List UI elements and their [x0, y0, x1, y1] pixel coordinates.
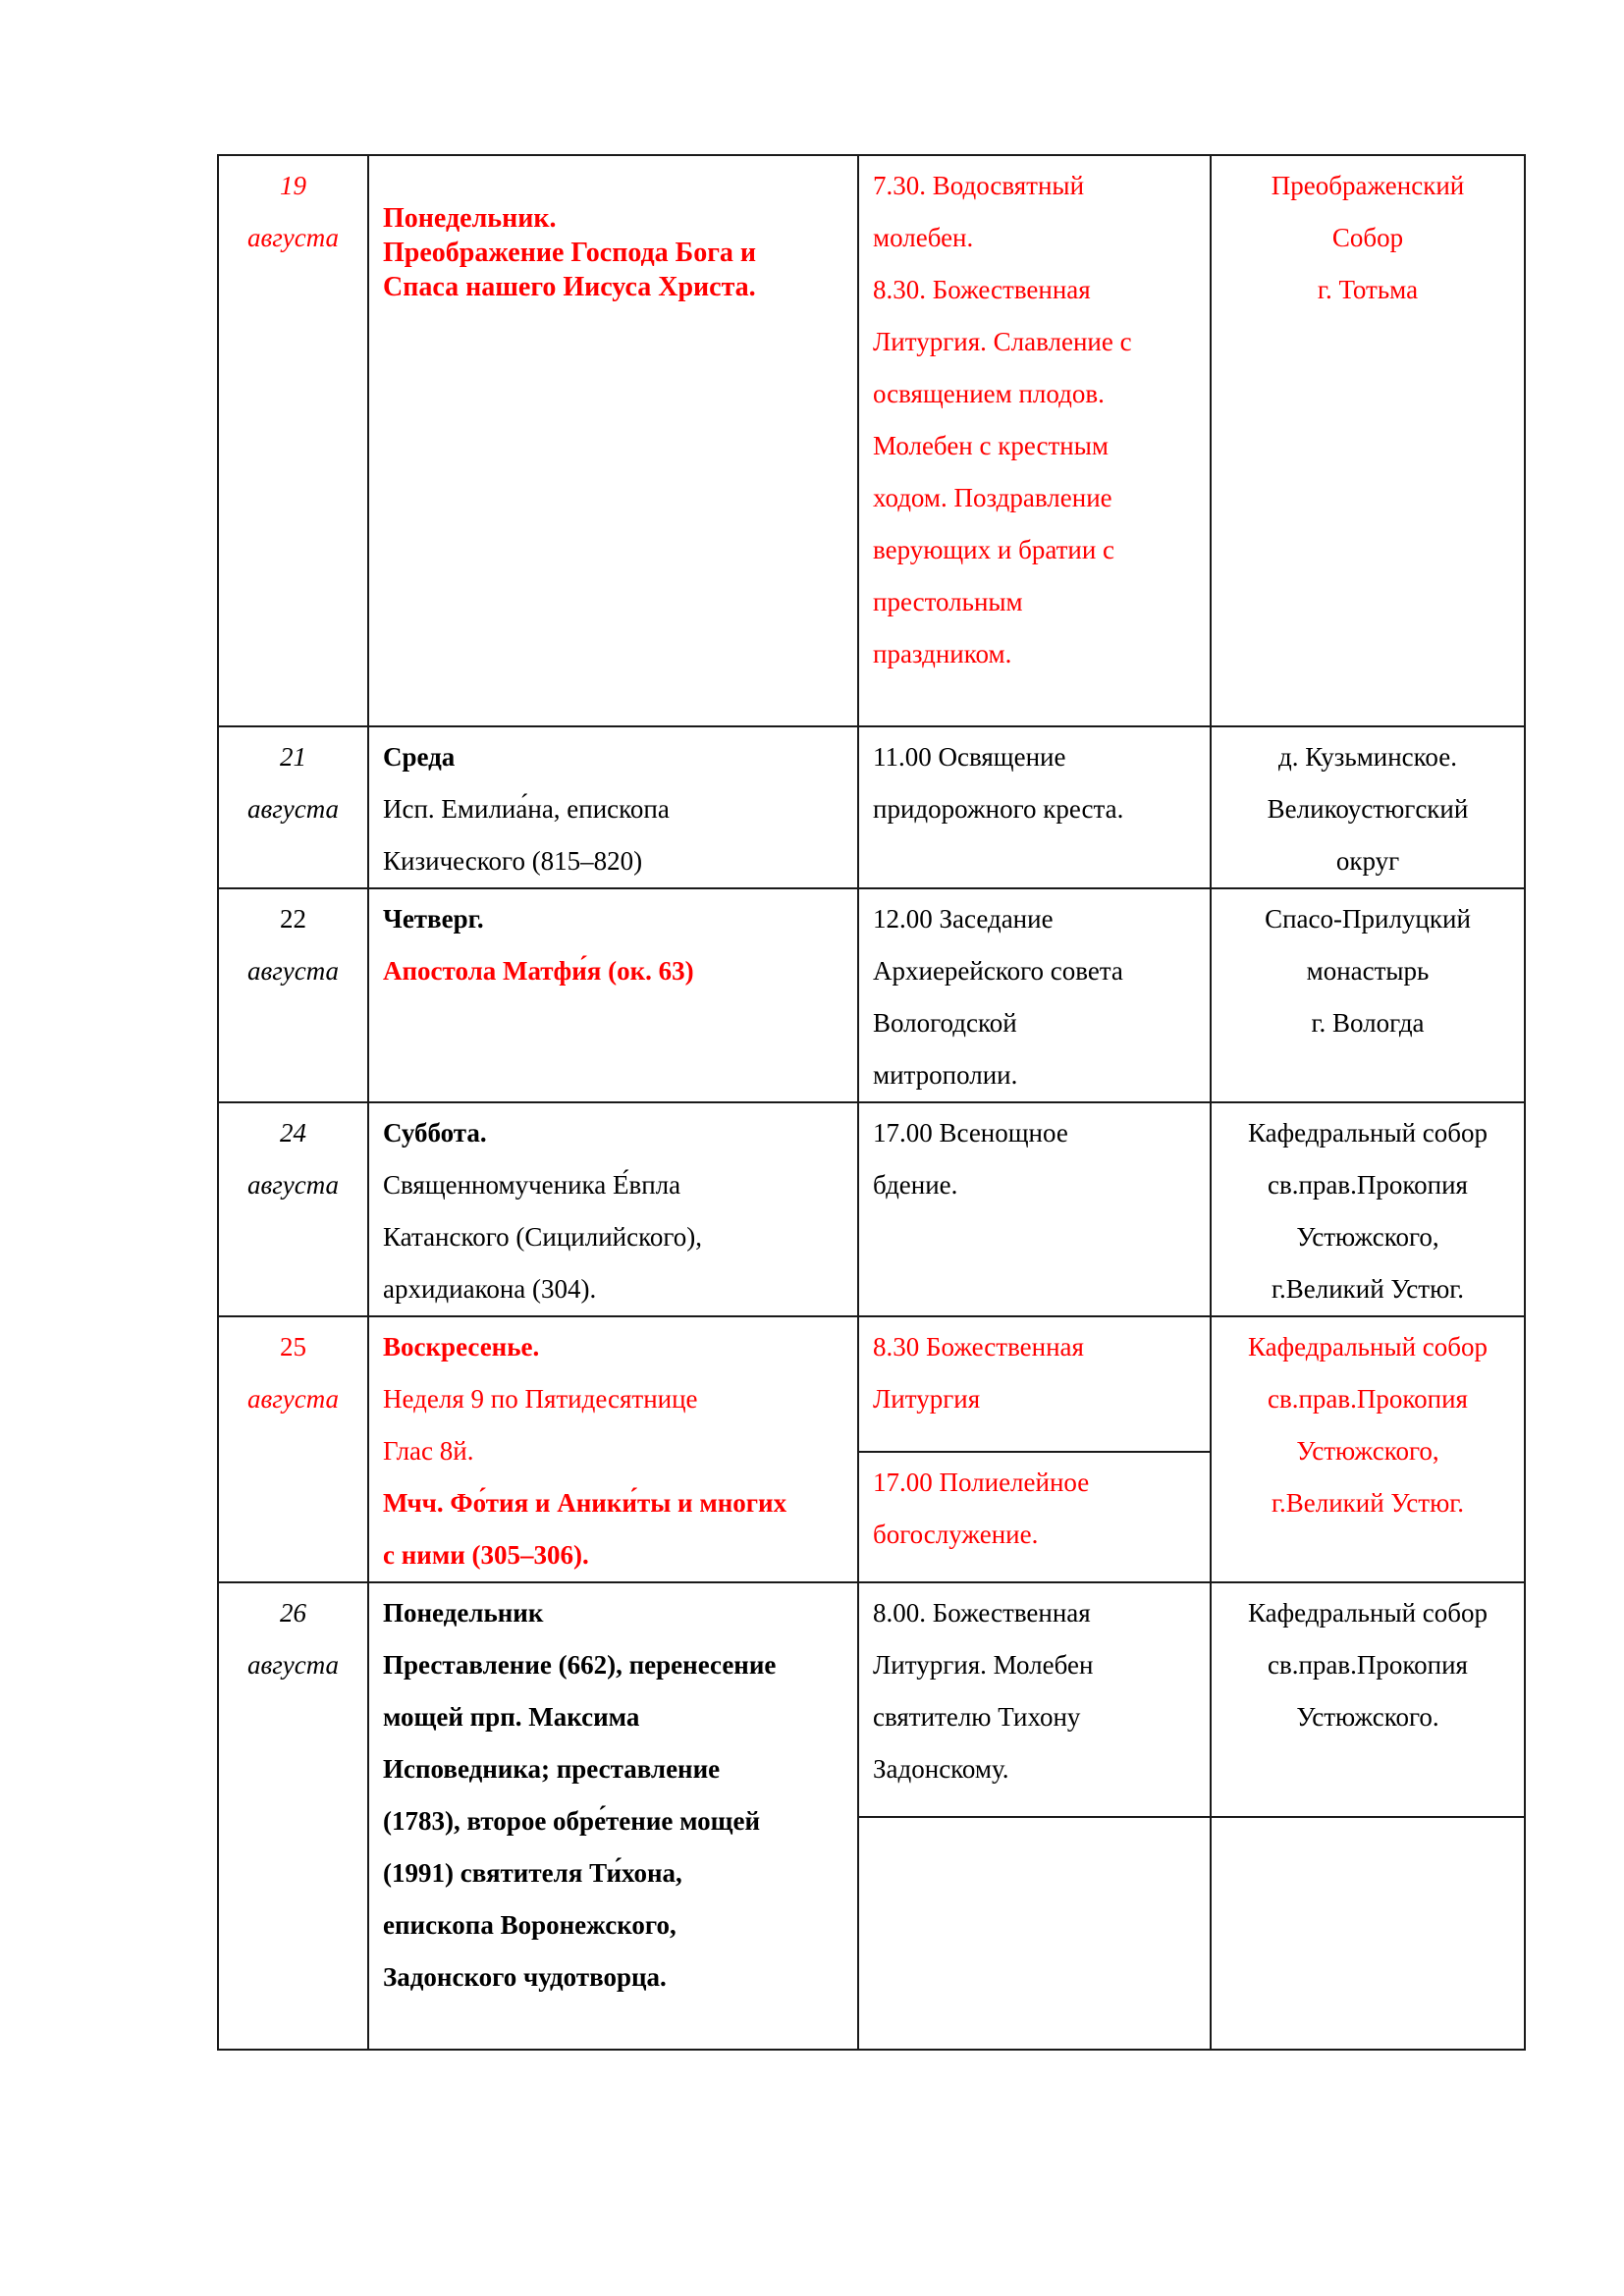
service-line: 7.30. Водосвятный [873, 171, 1085, 200]
place-line: Собор [1331, 223, 1404, 252]
weekday: Суббота. [383, 1118, 487, 1148]
place-line: г. Вологда [1311, 1008, 1425, 1038]
place-line: св.прав.Прокопия [1268, 1170, 1468, 1200]
feast-cell [368, 155, 858, 726]
feast-line: (1783), второе обре́тение мощей [383, 1806, 761, 1836]
date-month: августа [246, 1170, 340, 1200]
feast-title-line: Спаса нашего Иисуса Христа. [383, 272, 756, 302]
date-cell [218, 888, 368, 1102]
place-line: г. Тотьма [1317, 275, 1419, 304]
service-line: ходом. Поздравление [873, 483, 1112, 512]
service-line: Задонскому. [873, 1754, 1009, 1784]
service-line: молебен. [873, 223, 974, 252]
table-row [218, 726, 1525, 888]
date-day: 21 [280, 742, 306, 772]
service-line: престольным [873, 587, 1023, 616]
place-cell [1211, 1316, 1525, 1582]
place-cell [1211, 726, 1525, 888]
service-line: 17.00 Полиелейное [873, 1468, 1090, 1498]
saint-line: Исп. Емилиа́на, епископа [383, 794, 670, 824]
date-day: 26 [280, 1598, 306, 1628]
feast-line: Преставление (662), перенесение [383, 1650, 777, 1680]
schedule-table [217, 154, 1526, 2051]
place-line: Спасо-Прилуцкий [1265, 904, 1471, 934]
service-line: Литургия. Славление с [873, 327, 1132, 356]
service-cell [858, 1316, 1211, 1452]
feast-cell [368, 1102, 858, 1316]
place-cell [1211, 1102, 1525, 1316]
weekday: Четверг. [383, 904, 484, 934]
weekday: Воскресенье. [383, 1332, 540, 1362]
empty-service-cell [858, 1817, 1211, 2050]
weekday: Среда [383, 742, 456, 772]
service-line: митрополии. [873, 1060, 1018, 1090]
service-cell [858, 888, 1211, 1102]
place-line: г.Великий Устюг. [1271, 1274, 1465, 1304]
sunday-line: Неделя 9 по Пятидесятнице [383, 1384, 698, 1414]
feast-title [383, 201, 843, 304]
feast-cell [368, 1582, 858, 2050]
service-line: придорожного креста. [873, 794, 1124, 824]
date-month: августа [246, 956, 340, 986]
service-line: праздником. [873, 639, 1012, 668]
service-cell [858, 155, 1211, 726]
feast-line: Исповедника; преставление [383, 1754, 721, 1784]
service-line: 11.00 Освящение [873, 742, 1066, 772]
table-row [218, 1582, 1525, 1817]
service-cell [858, 1102, 1211, 1316]
date-day: 19 [280, 171, 306, 200]
tone-line: Глас 8й. [383, 1436, 474, 1466]
place-line: св.прав.Прокопия [1268, 1384, 1468, 1414]
saint-line: архидиакона (304). [383, 1274, 597, 1304]
feast-line: Мчч. Фо́тия и Аники́ты и многих [383, 1488, 787, 1518]
feast-cell [368, 1316, 858, 1582]
service-cell [858, 1452, 1211, 1582]
service-line: Вологодской [873, 1008, 1017, 1038]
date-cell [218, 1582, 368, 2050]
date-cell [218, 1102, 368, 1316]
service-line: 8.00. Божественная [873, 1598, 1091, 1628]
place-cell [1211, 155, 1525, 726]
service-line: Литургия. Молебен [873, 1650, 1094, 1680]
place-line: Кафедральный собор [1247, 1598, 1488, 1628]
service-line: верующих и братии с [873, 535, 1115, 564]
date-month: августа [246, 1384, 340, 1414]
date-day: 24 [280, 1118, 306, 1148]
service-line: 8.30 Божественная [873, 1332, 1084, 1362]
service-line: 12.00 Заседание [873, 904, 1054, 934]
place-line: Великоустюгский [1267, 794, 1469, 824]
service-line: святителю Тихону [873, 1702, 1081, 1732]
feast-line: епископа Воронежского, [383, 1910, 677, 1940]
place-line: Преображенский [1271, 171, 1465, 200]
place-line: д. Кузьминское. [1278, 742, 1457, 772]
place-line: округ [1335, 846, 1400, 876]
feast-cell [368, 726, 858, 888]
service-line: 17.00 Всенощное [873, 1118, 1068, 1148]
date-day: 22 [280, 904, 306, 934]
service-cell [858, 1582, 1211, 1817]
date-day: 25 [280, 1332, 306, 1362]
date-cell [218, 1316, 368, 1582]
place-line: г.Великий Устюг. [1271, 1488, 1465, 1518]
saint-line: Катанского (Сицилийского), [383, 1222, 702, 1252]
service-line: Литургия [873, 1384, 981, 1414]
service-line: бдение. [873, 1170, 958, 1200]
date-cell [218, 155, 368, 726]
place-line: Устюжского. [1296, 1702, 1439, 1732]
table-row [218, 155, 1525, 726]
table-row [218, 1316, 1525, 1452]
empty-place-cell [1211, 1817, 1525, 2050]
feast-line: мощей прп. Максима [383, 1702, 640, 1732]
date-cell [218, 726, 368, 888]
saint-line: Священномученика Е́впла [383, 1170, 681, 1200]
place-line: монастырь [1306, 956, 1430, 986]
feast-line: (1991) святителя Ти́хона, [383, 1858, 682, 1888]
feast-line: с ними (305–306). [383, 1540, 589, 1570]
feast-name: Апостола Матфи́я (ок. 63) [383, 956, 694, 986]
saint-line: Кизического (815–820) [383, 846, 643, 876]
date-month: августа [246, 1650, 340, 1680]
place-line: Кафедральный собор [1247, 1332, 1488, 1362]
service-line: освящением плодов. [873, 379, 1105, 408]
place-line: Кафедральный собор [1247, 1118, 1488, 1148]
place-line: Устюжского, [1296, 1222, 1439, 1252]
service-line: Архиерейского совета [873, 956, 1123, 986]
date-month: августа [246, 794, 340, 824]
place-cell [1211, 888, 1525, 1102]
place-line: Устюжского, [1296, 1436, 1439, 1466]
service-cell [858, 726, 1211, 888]
weekday: Понедельник [383, 1598, 544, 1628]
place-line: св.прав.Прокопия [1268, 1650, 1468, 1680]
feast-cell [368, 888, 858, 1102]
place-cell [1211, 1582, 1525, 1817]
service-line: 8.30. Божественная [873, 275, 1091, 304]
date-month: августа [246, 223, 340, 252]
feast-line: Задонского чудотворца. [383, 1962, 667, 1992]
table-row [218, 888, 1525, 1102]
service-line: Молебен с крестным [873, 431, 1109, 460]
feast-title-line: Понедельник. [383, 203, 557, 234]
service-line: богослужение. [873, 1520, 1039, 1550]
table-row [218, 1102, 1525, 1316]
feast-title-line: Преображение Господа Бога и [383, 238, 757, 268]
